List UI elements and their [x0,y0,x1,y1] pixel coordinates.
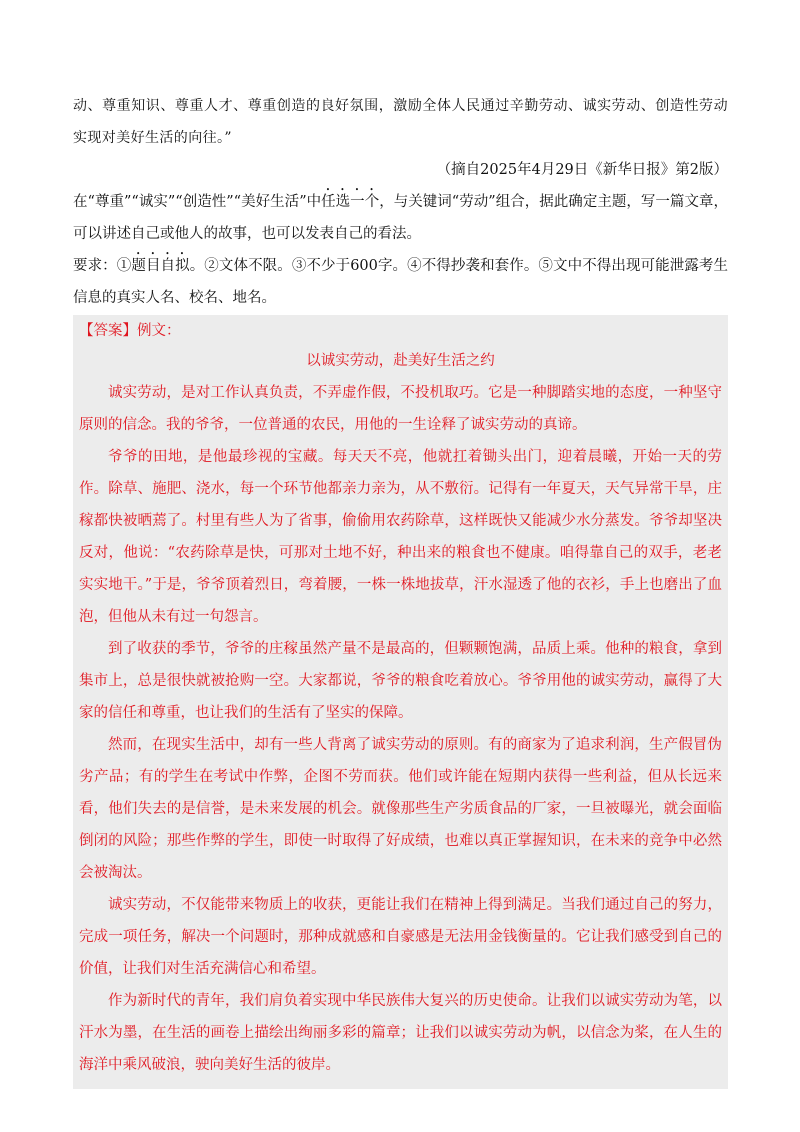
intro-quote-ending: 动、尊重知识、尊重人才、尊重创造的良好氛围，激励全体人民通过辛勤劳动、诚实劳动、创造性劳动实现对美好生活的向往。” [73,98,728,146]
essay-body [79,377,722,1081]
requirements-after: 。②文体不限。③不少于600字。④不得抄袭和套作。⑤文中不得出现可能泄露考生信息的真实人名、校名、地名。 [73,258,728,306]
essay-paragraph: 到了收获的季节，爷爷的庄稼虽然产量不是最高的，但颗颗饱满，品质上乘。他种的粮食，拿到集市上，总是很快就被抢购一空。大家都说，爷爷的粮食吃着放心。爷爷用他的诚实劳动，赢得了大家的信任和尊重，也让我们的生活有了坚实的保障。 [79,641,722,721]
requirements-before: 要求：① [73,258,132,274]
prompt-emphasis: 任选一个 [321,194,380,210]
prompt-text-after: ，与关键词“劳动”组合，据此确定主题，写一篇文章，可以讲述自己或他人的故事，也可以发表自己的看法。 [73,194,728,242]
essay-paragraph: 诚实劳动，是对工作认真负责，不弄虚作假，不投机取巧。它是一种脚踏实地的态度，一种坚守原则的信念。我的爷爷，一位普通的农民，用他的一生诠释了诚实劳动的真谛。 [79,385,722,433]
essay-prompt [73,186,728,250]
essay-title: 以诚实劳动，赴美好生活之约 [306,353,495,369]
answer-header [79,317,722,345]
document-page [73,90,728,1089]
prompt-text-before: 在“尊重”“诚实”“创造性”“美好生活”中 [73,194,322,210]
answer-section [73,315,728,1089]
essay-paragraph: 爷爷的田地，是他最珍视的宝藏。每天天不亮，他就扛着锄头出门，迎着晨曦，开始一天的劳作。除草、施肥、浇水，每一个环节他都亲力亲为，从不敷衍。记得有一年夏天，天气异常干旱，庄稼都快被晒蔫了。村里有些人为了省事，偷偷用农药除草，这样既快又能减少水分蒸发。爷爷却坚决反对，他说：“农药除草是快，可那对土地不好，种出来的粮食也不健康。咱得靠自己的双手，老老实实地干。”于是，爷爷顶着烈日，弯着腰，一株一株地拔草，汗水湿透了他的衣衫，手上也磨出了血泡，但他从未有过一句怨言。 [79,449,722,625]
essay-paragraph: 作为新时代的青年，我们肩负着实现中华民族伟大复兴的历史使命。让我们以诚实劳动为笔，以汗水为墨，在生活的画卷上描绘出绚丽多彩的篇章；让我们以诚实劳动为帆，以信念为桨，在人生的海洋中乘风破浪，驶向美好生活的彼岸。 [79,993,722,1073]
requirements-emphasis: 题目自拟 [131,258,190,274]
answer-label: 例文： [137,323,181,339]
essay-paragraph: 诚实劳动，不仅能带来物质上的收获，更能让我们在精神上得到满足。当我们通过自己的努力，完成一项任务，解决一个问题时，那种成就感和自豪感是无法用金钱衡量的。它让我们感受到自己的价值，让我们对生活充满信心和希望。 [79,897,722,977]
essay-requirements [73,250,728,314]
answer-tag: 【答案】 [79,323,137,339]
source-citation: （摘自2025年4月29日《新华日报》第2版） [436,162,728,178]
essay-paragraph: 然而，在现实生活中，却有一些人背离了诚实劳动的原则。有的商家为了追求利润，生产假冒伪劣产品；有的学生在考试中作弊，企图不劳而获。他们或许能在短期内获得一些利益，但从长远来看，他们失去的是信誉，是未来发展的机会。就像那些生产劣质食品的厂家，一旦被曝光，就会面临倒闭的风险；那些作弊的学生，即使一时取得了好成绩，也难以真正掌握知识，在未来的竞争中必然会被淘汰。 [79,737,722,881]
